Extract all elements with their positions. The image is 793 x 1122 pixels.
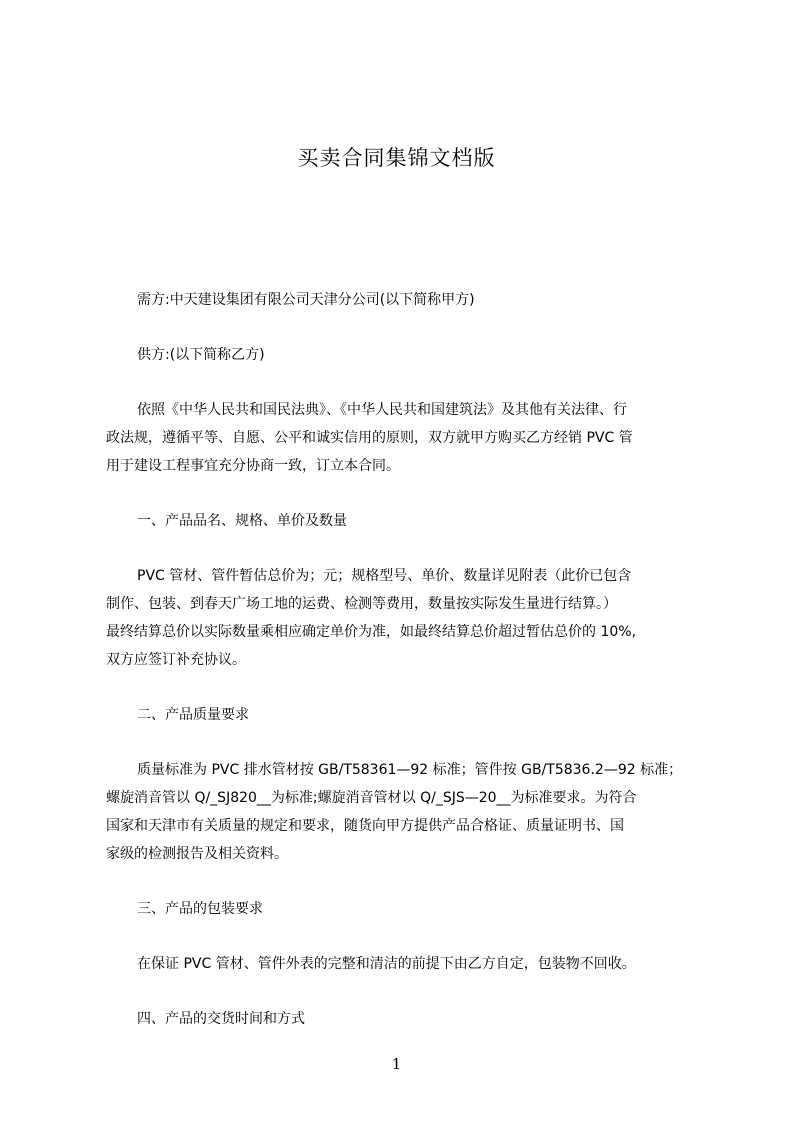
section-3-paragraph (106, 950, 700, 978)
section-heading-text: 三、产品的包装要求 (137, 901, 263, 917)
section-heading-3 (106, 895, 700, 923)
preamble-paragraph (106, 396, 700, 480)
party-buyer-paragraph (106, 286, 700, 314)
party-seller-paragraph (106, 341, 700, 369)
paragraph-line: 螺旋消音管以 Q/_SJ820__为标准;螺旋消音管材以 Q/_SJS—20__为标准要求。为符合 (106, 790, 637, 806)
section-heading-2 (106, 701, 700, 729)
paragraph-line: 最终结算总价以实际数量乘相应确定单价为准，如最终结算总价超过暂估总价的 10%, (106, 624, 637, 640)
document-body (106, 286, 700, 1060)
section-heading-text: 二、产品质量要求 (137, 707, 249, 723)
paragraph-line: 双方应签订补充协议。 (106, 652, 246, 668)
paragraph-line: PVC 管材、管件暂估总价为；元；规格型号、单价、数量详见附表（此价已包含 (137, 568, 632, 584)
section-heading-1 (106, 507, 700, 535)
section-2-paragraph (106, 756, 700, 868)
paragraph-line: 政法规，遵循平等、自愿、公平和诚实信用的原则，双方就甲方购买乙方经销 PVC 管 (106, 430, 633, 446)
paragraph-line: 在保证 PVC 管材、管件外表的完整和清洁的前提下由乙方自定，包装物不回收。 (137, 956, 636, 972)
paragraph-line: 依照《中华人民共和国民法典》、《中华人民共和国建筑法》及其他有关法律、行 (137, 402, 627, 418)
paragraph-line: 供方:(以下简称乙方) (137, 347, 265, 363)
page-number: 1 (391, 1055, 402, 1073)
paragraph-line: 需方:中天建设集团有限公司天津分公司(以下简称甲方) (137, 292, 475, 308)
section-heading-4 (106, 1005, 700, 1033)
section-1-paragraph (106, 562, 700, 674)
paragraph-line: 质量标准为 PVC 排水管材按 GB/T58361—92 标准；管件按 GB/T5836.2—92 标准； (137, 762, 683, 778)
paragraph-line: 制作、包装、到春天广场工地的运费、检测等费用，数量按实际发生量进行结算。） (106, 596, 617, 612)
section-heading-text: 四、产品的交货时间和方式 (137, 1011, 305, 1027)
section-heading-text: 一、产品品名、规格、单价及数量 (137, 513, 347, 529)
paragraph-line: 国家和天津市有关质量的规定和要求，随货向甲方提供产品合格证、质量证明书、国 (106, 818, 624, 834)
paragraph-line: 用于建设工程事宜充分协商一致，订立本合同。 (106, 458, 400, 474)
document-title: 买卖合同集锦文档版 (297, 146, 496, 170)
paragraph-line: 家级的检测报告及相关资料。 (106, 846, 288, 862)
